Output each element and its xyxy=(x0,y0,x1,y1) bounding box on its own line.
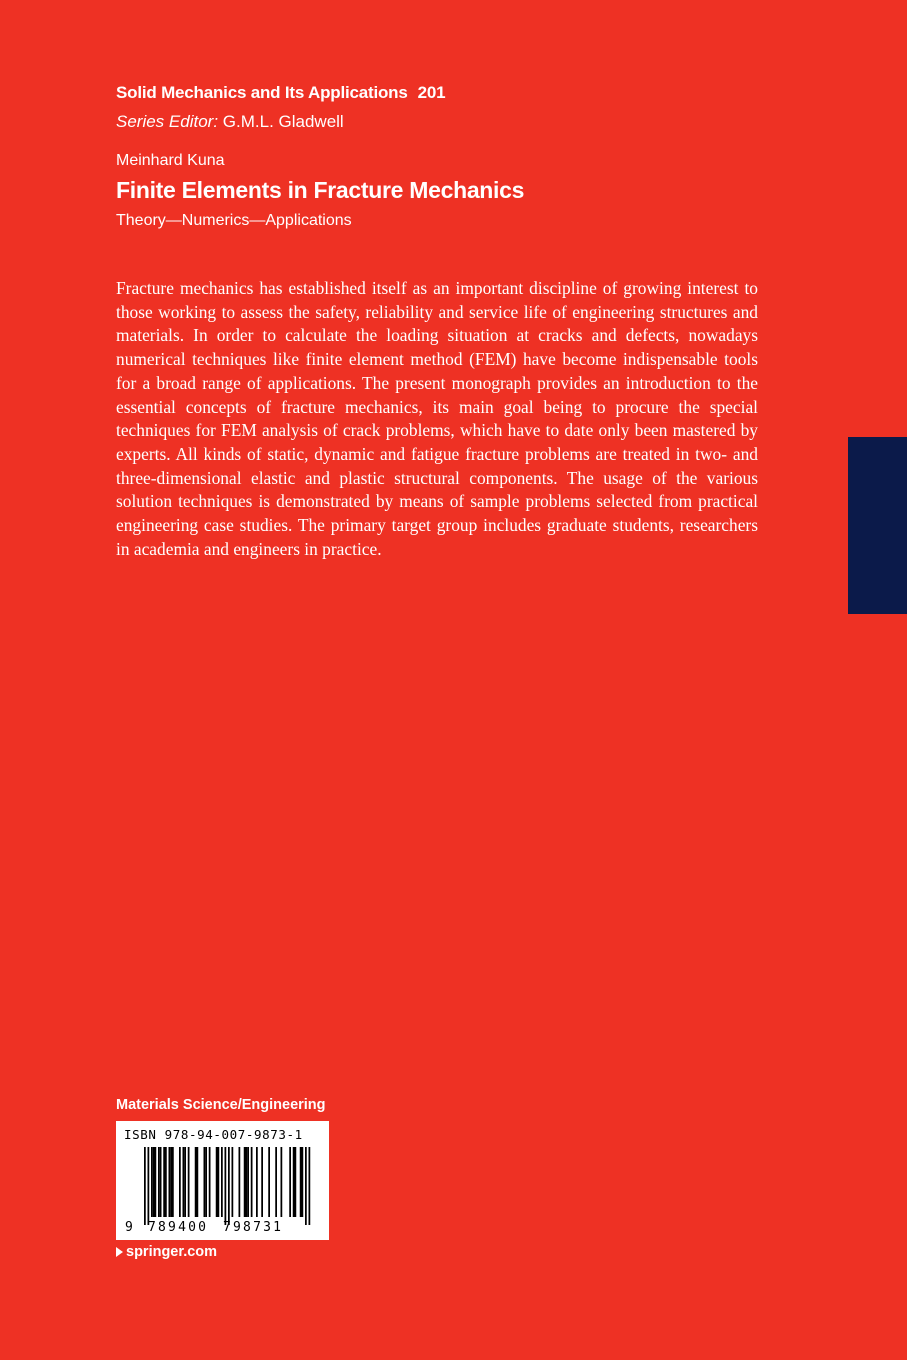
barcode-left-digits: 789400 xyxy=(148,1220,209,1235)
barcode-bar xyxy=(221,1147,223,1217)
barcode-bar xyxy=(295,1147,297,1217)
barcode-bar xyxy=(268,1147,270,1217)
barcode-bar xyxy=(216,1147,218,1217)
barcode-bar xyxy=(300,1147,302,1217)
barcode-bar xyxy=(172,1147,174,1217)
barcode-bar xyxy=(302,1147,304,1217)
barcode-bar xyxy=(256,1147,258,1217)
barcode-bar xyxy=(155,1147,157,1217)
series-editor-name: G.M.L. Gladwell xyxy=(222,112,344,131)
barcode-bar xyxy=(184,1147,186,1217)
website-link[interactable] xyxy=(116,1244,217,1260)
barcode-bar xyxy=(183,1147,185,1217)
barcode-bar xyxy=(188,1147,190,1217)
book-author: Meinhard Kuna xyxy=(116,152,225,169)
barcode-bar xyxy=(165,1147,167,1217)
barcode-bar xyxy=(251,1147,253,1217)
series-editor-label: Series Editor: xyxy=(116,112,219,131)
barcode-bar xyxy=(144,1147,146,1225)
barcode-bar xyxy=(179,1147,181,1217)
spine-tab xyxy=(848,437,907,614)
barcode-bar xyxy=(153,1147,155,1217)
barcode-bar xyxy=(195,1147,197,1217)
barcode-bar xyxy=(261,1147,263,1217)
book-subtitle: Theory—Numerics—Applications xyxy=(116,212,352,229)
barcode-bar xyxy=(309,1147,311,1225)
barcode-bar xyxy=(163,1147,165,1217)
barcode-bar xyxy=(160,1147,162,1217)
barcode-bar xyxy=(169,1147,171,1217)
barcode-bar xyxy=(275,1147,277,1217)
barcode-bar xyxy=(228,1147,230,1225)
series-editor xyxy=(116,112,344,132)
subject-category: Materials Science/Engineering xyxy=(116,1097,326,1113)
book-description: Fracture mechanics has established itself as an important discipline of growing interest to those working to assess the safety, reliability and service life of engineering structures and materials. In order to calculate the loading situation at cracks and defects, nowadays numerical techniques like finite element method (FEM) have become indispensable tools for a broad range of applications. The present monograph provides an introduction to the essential concepts of fracture mechanics, its main goal being to procure the special techniques for FEM analysis of crack problems, which have to date only been mastered by experts. All kinds of static, dynamic and fatigue fracture problems are treated in two- and three-dimensional elastic and plastic structural components. The usage of the various solution techniques is demonstrated by means of sample problems selected from practical engineering case studies. The primary target group includes graduate students, researchers in academia and engineers in practice. xyxy=(116,278,758,559)
barcode-bar xyxy=(197,1147,199,1217)
book-title: Finite Elements in Fracture Mechanics xyxy=(116,177,525,203)
barcode-right-digits: 798731 xyxy=(223,1220,284,1235)
website-text: springer.com xyxy=(126,1244,218,1260)
series-name: Solid Mechanics and Its Applications xyxy=(116,83,408,102)
barcode-bar xyxy=(151,1147,153,1217)
barcode-bar xyxy=(305,1147,307,1225)
isbn-barcode xyxy=(116,1121,329,1240)
barcode-bar xyxy=(170,1147,172,1217)
barcode-bar xyxy=(244,1147,246,1217)
barcode-bar xyxy=(205,1147,207,1217)
barcode-bar xyxy=(293,1147,295,1217)
barcode-bar xyxy=(239,1147,241,1217)
barcode-bar xyxy=(281,1147,283,1217)
arrow-right-icon xyxy=(116,1247,123,1257)
barcode-bar xyxy=(158,1147,160,1217)
barcode-first-digit: 9 xyxy=(125,1220,136,1235)
series-line xyxy=(116,83,445,103)
barcode-bar xyxy=(225,1147,227,1225)
barcode-bar xyxy=(246,1147,248,1217)
barcode-bar xyxy=(204,1147,206,1217)
barcode-bar xyxy=(247,1147,249,1217)
isbn-label: ISBN 978-94-007-9873-1 xyxy=(124,1127,303,1142)
barcode-bar xyxy=(148,1147,150,1225)
barcode-bar xyxy=(218,1147,220,1217)
barcode-bar xyxy=(209,1147,211,1217)
barcode-bar xyxy=(289,1147,291,1217)
series-number: 201 xyxy=(417,83,446,102)
barcode-bar xyxy=(232,1147,234,1217)
